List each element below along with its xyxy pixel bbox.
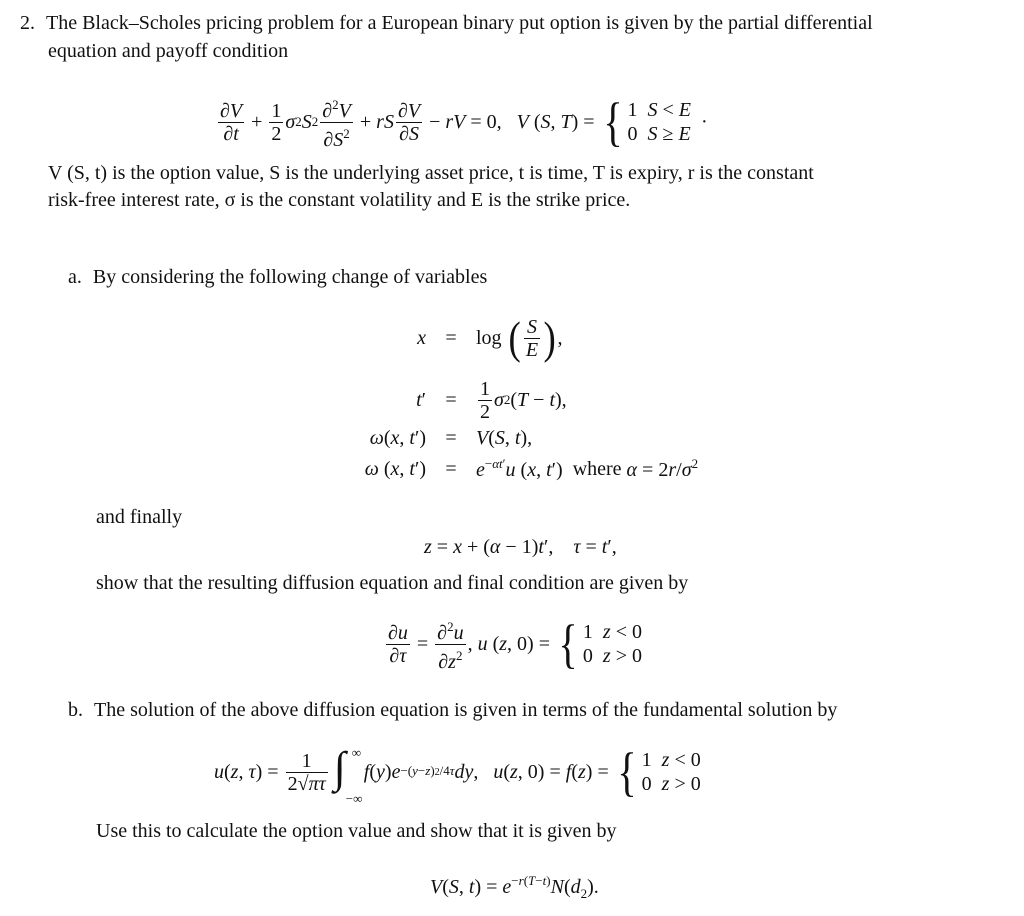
definition-line1: V (S, t) is the option value, S is the underlying asset price, t is time, T is expiry, r is the constant — [48, 162, 814, 184]
problem-number: 2. — [20, 12, 35, 34]
part-a-label: a. — [68, 266, 82, 288]
show-text: show that the resulting diffusion equation and final condition are given by — [96, 572, 689, 594]
use-text: Use this to calculate the option value and show that it is given by — [96, 820, 617, 842]
fundamental-solution-equation: u ( z , τ ) = $\frac{1}{2√\pi\tau}$ ∫ ∞ −∞ f ( y ) e −(y−z)2/4τ dy , u ( z , 0) = f ( z ) = { 1 z < 0 0 z > 0 — [214, 742, 701, 806]
option-value-result: V(S, $t) = e^{-r(T-t)}N(d_2)$. — [430, 873, 599, 901]
z-tau-definition: z = x + (α − 1)t′, τ = t′, — [424, 536, 617, 558]
and-finally-text: and finally — [96, 506, 183, 528]
problem-intro-line1: The Black–Scholes pricing problem for a European binary put option is given by the partial differential — [46, 12, 873, 34]
problem-intro-line2: equation and payoff condition — [48, 40, 289, 62]
part-b-intro: The solution of the above diffusion equation is given in terms of the fundamental solution by — [94, 699, 838, 721]
diffusion-equation: $\frac{\partial u}{\partial\tau}$ = $\frac{\partial^2u}{\partial z^2}$ , u ( z , 0) = { 1 z < 0 0 z > 0 — [388, 614, 642, 674]
definition-line2: risk-free interest rate, σ is the constant volatility and E is the strike price. — [48, 189, 631, 211]
part-b-label: b. — [68, 699, 83, 721]
where-text: where — [572, 457, 622, 480]
part-a-intro: By considering the following change of variables — [92, 266, 488, 288]
black-scholes-equation: $\frac{\partial V}{\partial t}$ + $\frac{1}{2}$ σ 2 S 2 $\frac{\partial^2V}{\partial S^2}$ + rS $\frac{\partial V}{\partial S}$ − rV = 0, V ( S , T ) = { 1 S < E 0 S ≥ E · — [220, 92, 708, 152]
